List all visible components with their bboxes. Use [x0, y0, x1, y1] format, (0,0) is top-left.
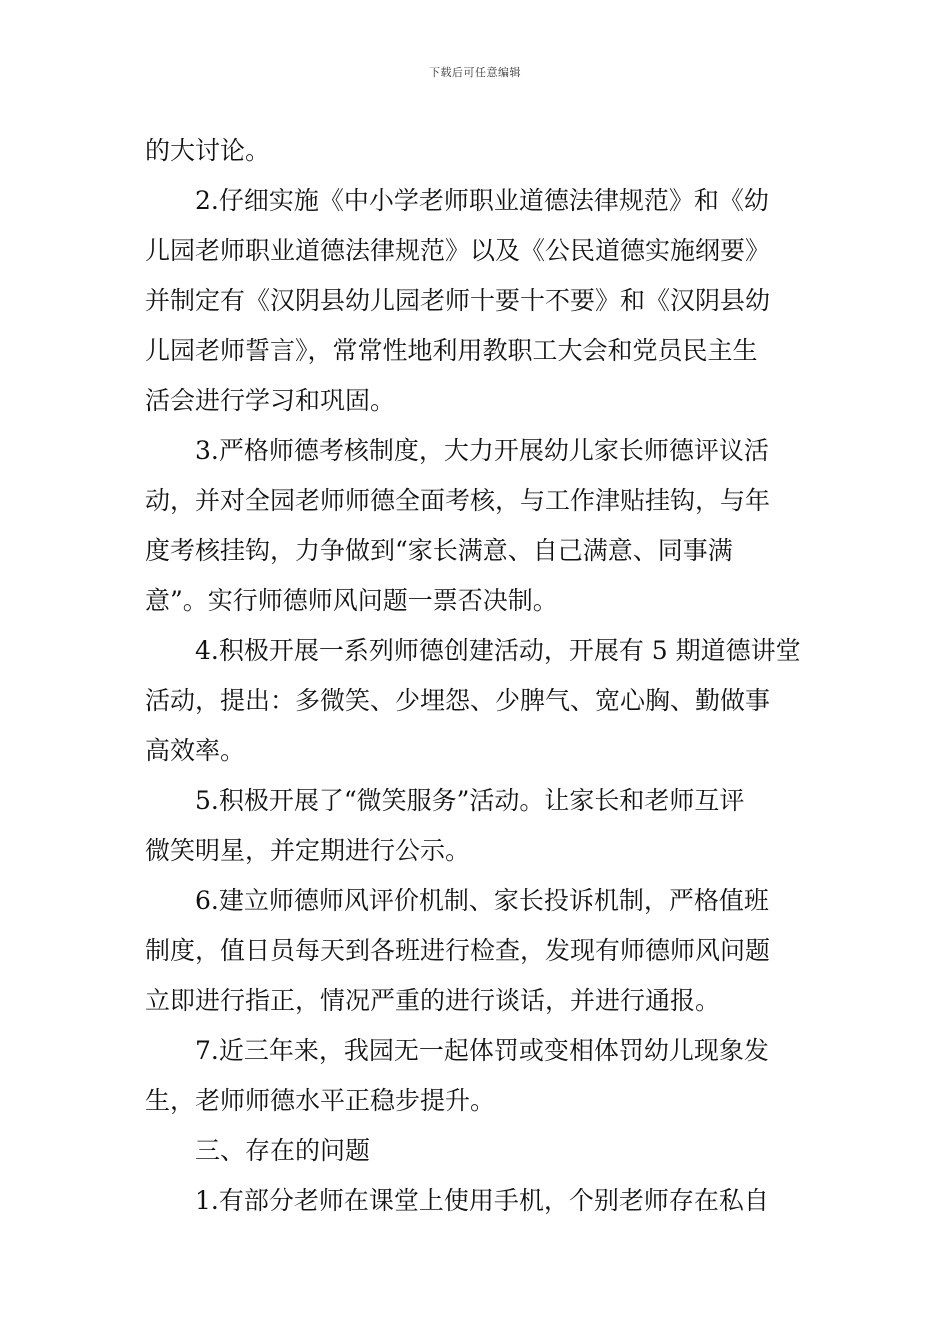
paragraph-line: 儿园老师誓言》，常常性地利用教职工大会和党员民主生	[145, 336, 758, 365]
paragraph-line: 的大讨论。	[145, 136, 271, 165]
paragraph-first-line: 3.严格师德考核制度，大力开展幼儿家长师德评议活	[195, 436, 769, 465]
paragraph-line: 生，老师师德水平正稳步提升。	[145, 1086, 496, 1115]
paragraph-line: 并制定有《汉阴县幼儿园老师十要十不要》和《汉阴县幼	[145, 286, 771, 315]
paragraph-line: 高效率。	[145, 736, 246, 765]
paragraph-first-line: 1.有部分老师在课堂上使用手机，个别老师存在私自	[195, 1186, 769, 1215]
paragraph-line: 立即进行指正，情况严重的进行谈话，并进行通报。	[145, 986, 721, 1015]
paragraph-line: 活会进行学习和巩固。	[145, 386, 396, 415]
paragraph-line: 活动，提出：多微笑、少埋怨、少脾气、宽心胸、勤做事	[145, 686, 771, 715]
paragraph-line: 制度，值日员每天到各班进行检查，发现有师德师风问题	[145, 936, 771, 965]
paragraph-line: 微笑明星，并定期进行公示。	[145, 836, 471, 865]
paragraph-first-line: 7.近三年来，我园无一起体罚或变相体罚幼儿现象发	[195, 1036, 769, 1065]
document-body	[145, 126, 810, 1226]
paragraph-line: 儿园老师职业道德法律规范》以及《公民道德实施纲要》	[145, 236, 771, 265]
page-header: 下载后可任意编辑	[429, 66, 521, 79]
paragraph-first-line: 6.建立师德师风评价机制、家长投诉机制，严格值班	[195, 886, 769, 915]
paragraph-line: 动，并对全园老师师德全面考核，与工作津贴挂钩，与年	[145, 486, 771, 515]
paragraph-first-line: 三、存在的问题	[195, 1136, 371, 1165]
paragraph-first-line: 2.仔细实施《中小学老师职业道德法律规范》和《幼	[195, 186, 769, 215]
paragraph-line: 度考核挂钩，力争做到“家长满意、自己满意、同事满	[145, 536, 733, 565]
paragraph-line: 意”。实行师德师风问题一票否决制。	[145, 586, 558, 615]
paragraph-first-line: 5.积极开展了“微笑服务”活动。让家长和老师互评	[195, 786, 745, 815]
paragraph-first-line: 4.积极开展一系列师德创建活动，开展有 5 期道德讲堂	[195, 636, 801, 665]
